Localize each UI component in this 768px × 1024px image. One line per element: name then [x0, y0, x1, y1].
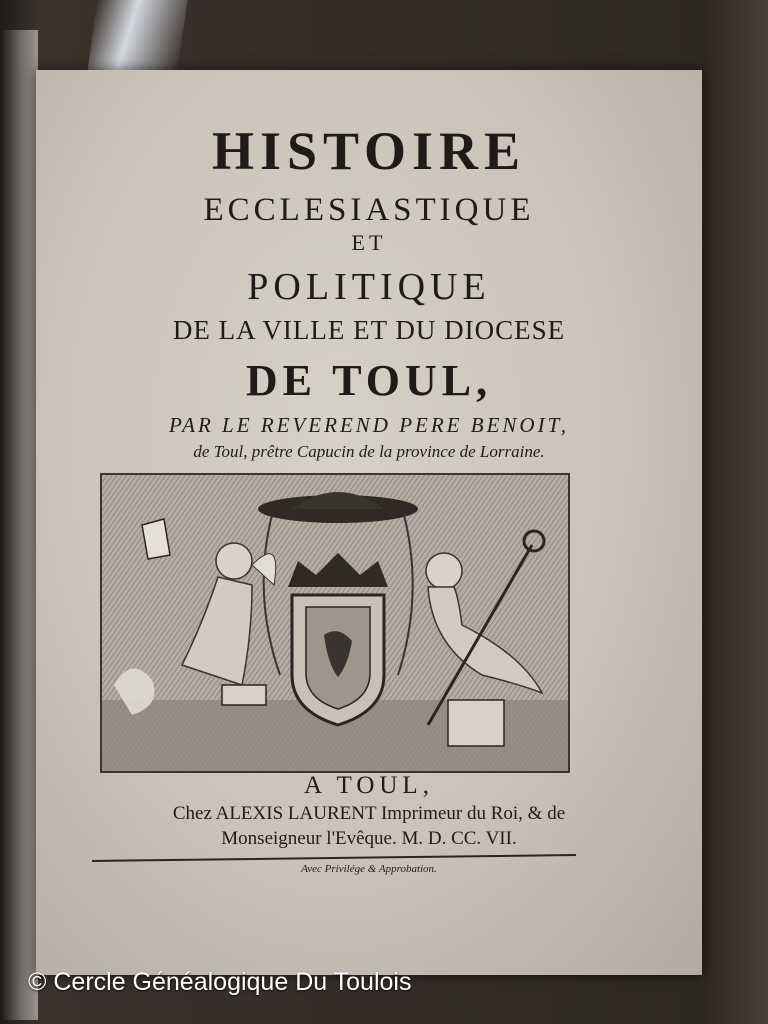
- publisher-date-line: Monseigneur l'Evêque. M. D. CC. VII.: [221, 828, 517, 849]
- engraving-illustration: [102, 475, 568, 771]
- publication-place: A TOUL,: [304, 772, 434, 799]
- book-left-edge: [0, 30, 38, 1020]
- title-line-histoire: HISTOIRE: [211, 121, 527, 181]
- title-page: [36, 70, 702, 975]
- light-glare: [87, 0, 188, 78]
- right-cherub-head: [426, 553, 462, 589]
- title-line-ecclesiastique: ECCLESIASTIQUE: [203, 192, 535, 228]
- publisher-line: Chez ALEXIS LAURENT Imprimeur du Roi, & de: [172, 803, 566, 824]
- privilege-note: Avec Privilége & Approbation.: [301, 863, 437, 875]
- title-line-politique: POLITIQUE: [247, 266, 491, 308]
- author-detail-line: de Toul, prêtre Capucin de la province de Lorraine.: [193, 442, 545, 461]
- coat-of-arms-engraving: [100, 473, 570, 773]
- copyright-watermark: © Cercle Généalogique Du Toulois: [28, 968, 412, 996]
- books: [448, 700, 504, 746]
- author-line: PAR LE REVEREND PERE BENOIT,: [169, 413, 569, 437]
- divider-rule: [92, 854, 576, 862]
- left-cherub-head: [216, 543, 252, 579]
- title-line-ville-diocese: DE LA VILLE ET DU DIOCESE: [172, 315, 566, 345]
- title-line-et: ET: [351, 230, 387, 255]
- title-line-de-toul: DE TOUL,: [245, 356, 493, 405]
